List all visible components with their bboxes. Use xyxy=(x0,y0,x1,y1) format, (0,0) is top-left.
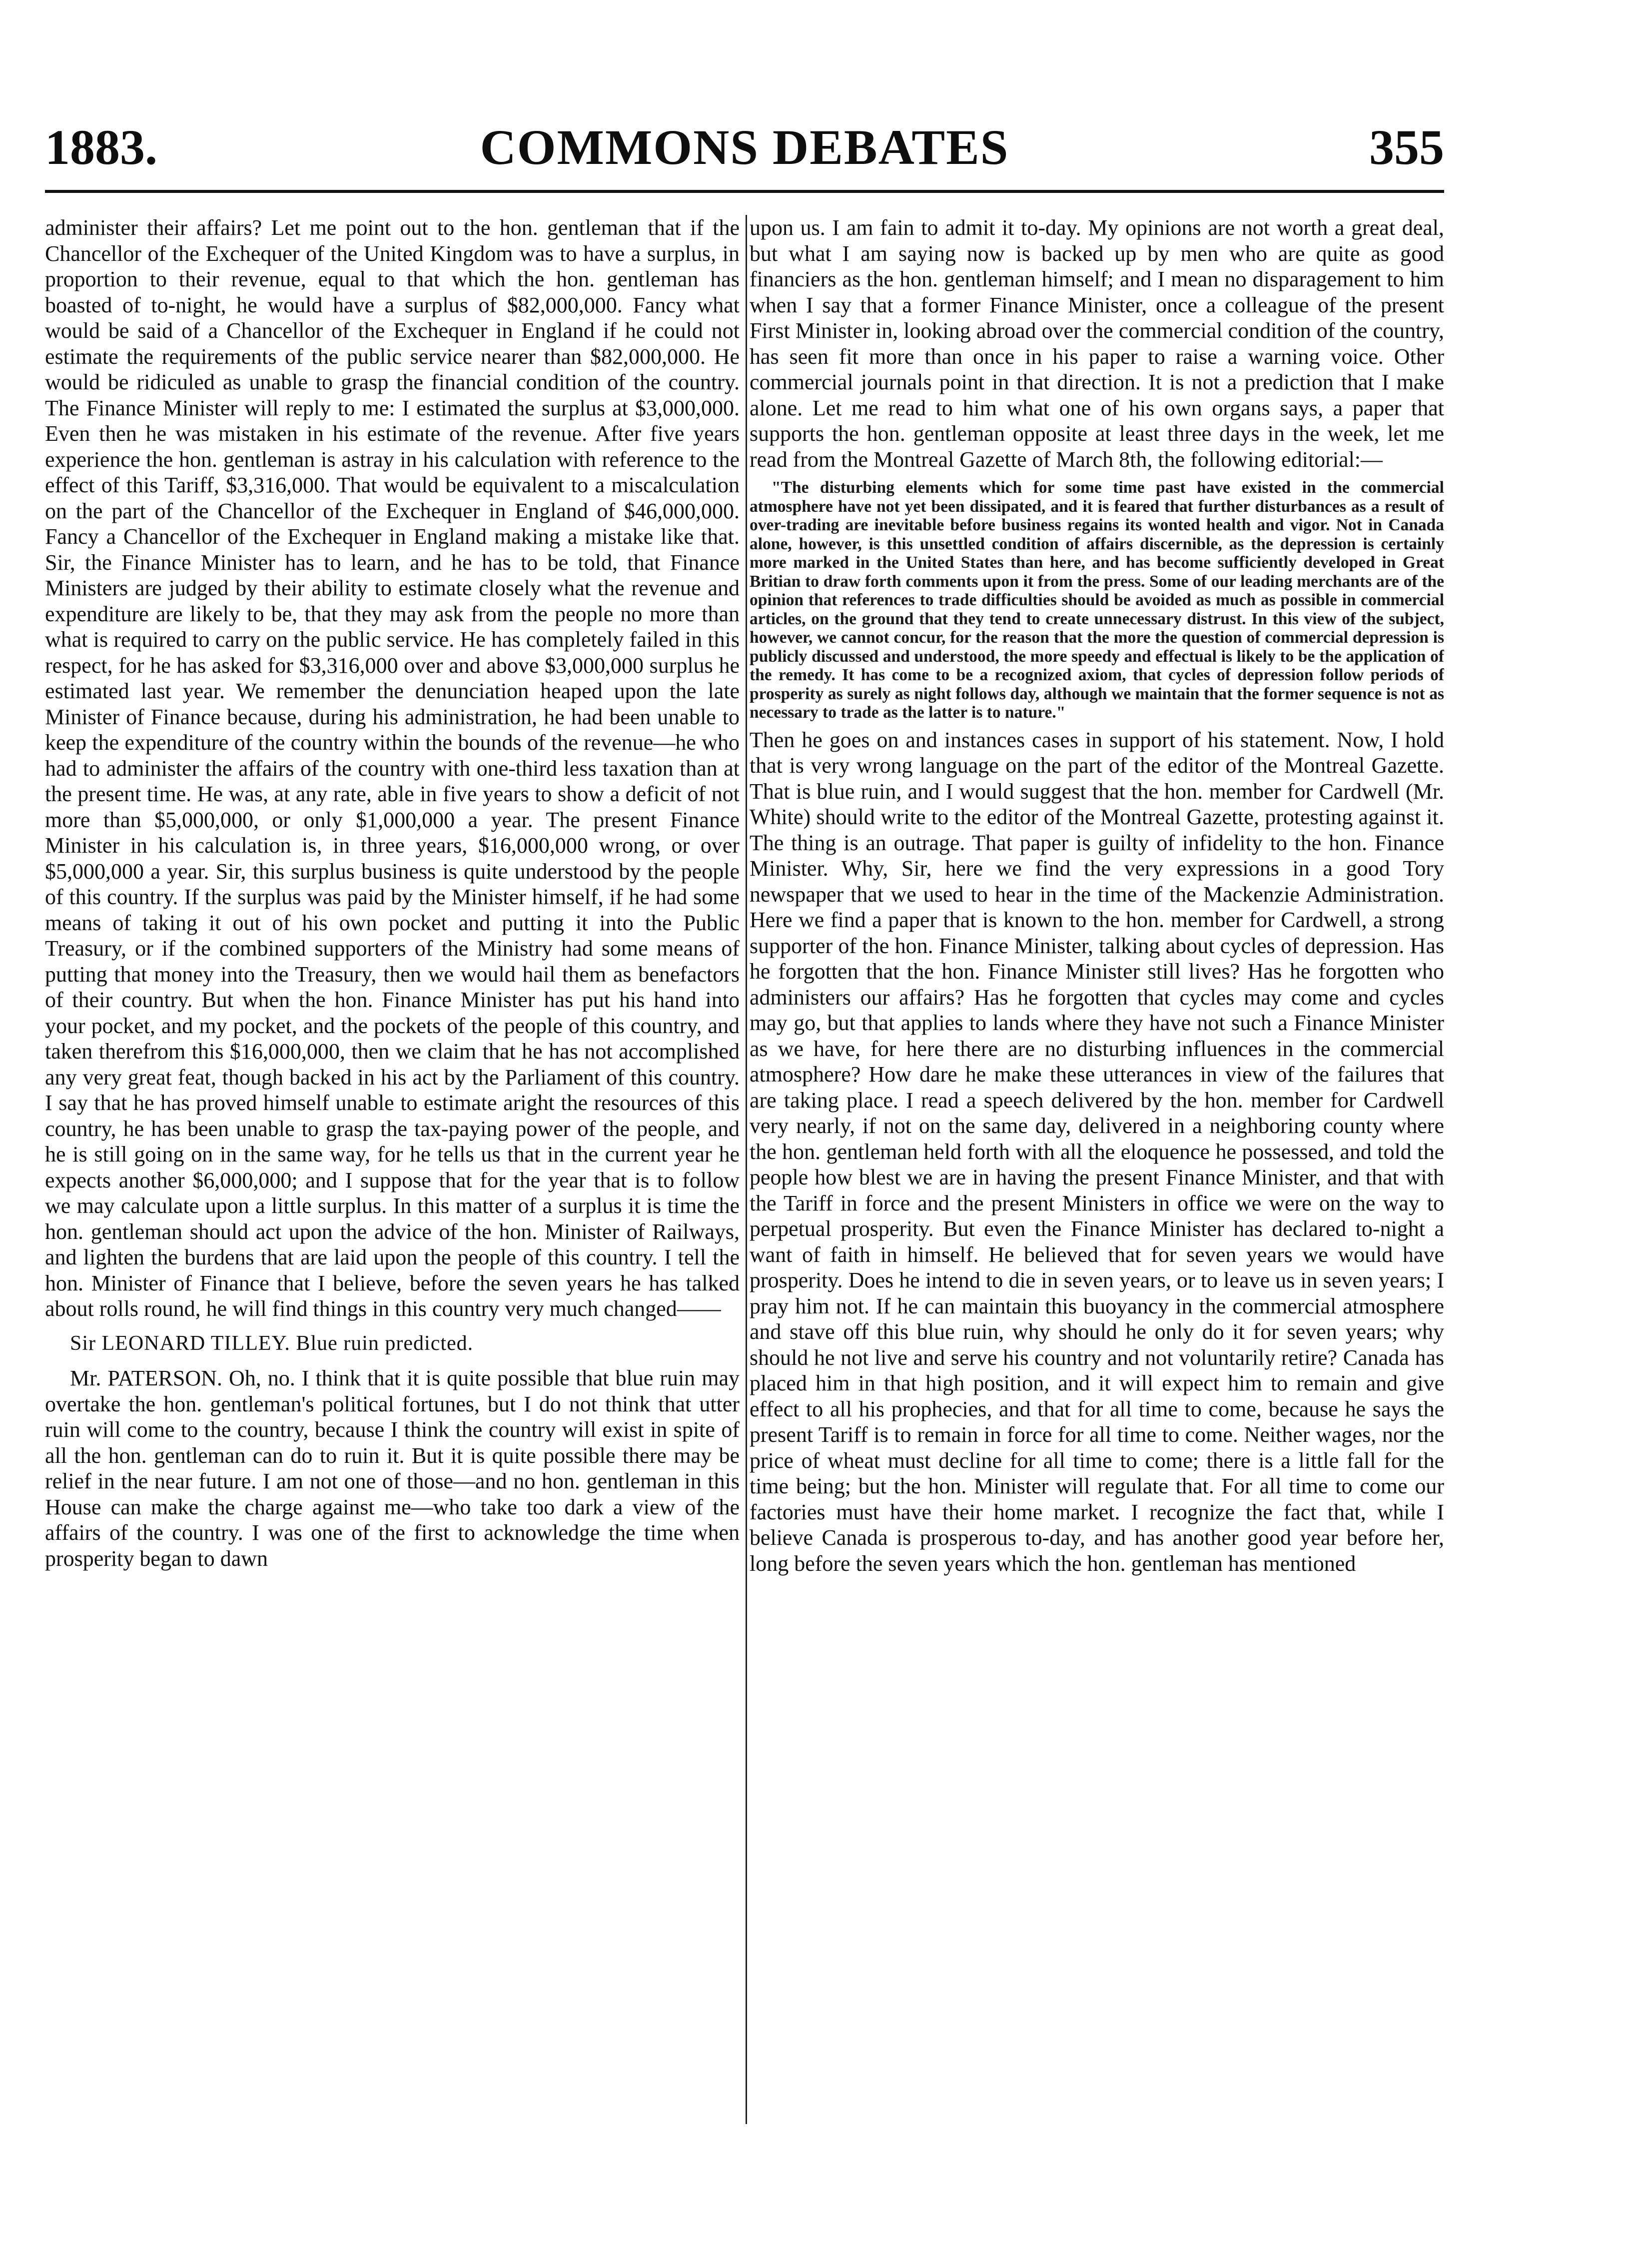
page-header xyxy=(45,115,1444,190)
left-paragraph-1: administer their affairs? Let me point out to the hon. gentleman that if the Chancellor of the Exchequer of the United Kingdom was to have a surplus, in proportion to their revenue, equal to that which the hon. gentleman has boasted of to-night, he would have a surplus of $82,000,000. Fancy what would be said of a Chancellor of the Exchequer in England if he could not estimate the requirements of the public service nearer than $82,000,000. He would be ridiculed as unable to grasp the financial condition of the country. The Finance Minister will reply to me: I estimated the surplus at $3,000,000. Even then he was mistaken in his estimate of the revenue. After five years experience the hon. gentleman is astray in his calculation with reference to the effect of this Tariff, $3,316,000. That would be equivalent to a miscalculation on the part of the Chancellor of the Exchequer in England of $46,000,000. Fancy a Chancellor of the Exchequer in England making a mistake like that. Sir, the Finance Minister has to learn, and he has to be told, that Finance Ministers are judged by their ability to estimate closely what the revenue and expenditure are likely to be, that they may ask from the people no more than what is required to carry on the public service. He has completely failed in this respect, for he has asked for $3,316,000 over and above $3,000,000 surplus he estimated last year. We remember the denunciation heaped upon the late Minister of Finance because, during his administration, he had been unable to keep the expenditure of the country within the bounds of the revenue—he who had to administer the affairs of the country with one-third less taxation than at the present time. He was, at any rate, able in five years to show a deficit of not more than $5,000,000, or only $1,000,000 a year. The present Finance Minister in his calculation is, in three years, $16,000,000 wrong, or over $5,000,000 a year. Sir, this surplus business is quite understood by the people of this country. If the surplus was paid by the Minister himself, if he had some means of taking it out of his own pocket and putting it into the Public Treasury, or if the combined supporters of the Ministry had some means of putting that money into the Treasury, then we would hail them as benefactors of their country. But when the hon. Finance Minister has put his hand into your pocket, and my pocket, and the pockets of the people of this country, and taken therefrom this $16,000,000, then we claim that he has not accomplished any very great feat, though backed in his act by the Parliament of this country. I say that he has proved himself unable to estimate aright the resources of this country, he has been unable to grasp the tax-paying power of the people, and he is still going on in the same way, for he tells us that in the current year he expects another $6,000,000; and I suppose that for the year that is to follow we may calculate upon a little surplus. In this matter of a surplus it is time the hon. gentleman should act upon the advice of the hon. Minister of Railways, and lighten the burdens that are laid upon the people of this country. I tell the hon. Minister of Finance that I believe, before the seven years he has talked about rolls round, he will find things in this country very much changed—— xyxy=(45,215,740,1321)
header-page-number: 355 xyxy=(1369,119,1444,175)
editorial-quote: "The disturbing elements which for some time past have existed in the commercial atmosphere have not yet been dissipated, and it is feared that further disturbances as a result of over-trading are inevitable before business regains its wonted health and vigor. Not in Canada alone, however, is this unsettled condition of affairs discernible, as the depression is certainly more marked in the United States than here, and has become sufficiently developed in Great Britian to draw forth comments upon it from the press. Some of our leading merchants are of the opinion that references to trade difficulties should be avoided as much as possible in commercial articles, on the ground that they tend to create unnecessary distrust. In this view of the subject, however, we cannot concur, for the reason that the more the question of commercial depression is publicly discussed and understood, the more speedy and effectual is likely to be the application of the remedy. It has come to be a recognized axiom, that cycles of depression follow periods of prosperity as surely as night follows day, although we maintain that the former sequence is not as necessary to trade as the latter is to nature." xyxy=(750,478,1444,722)
header-rule xyxy=(45,190,1444,193)
left-column xyxy=(45,215,740,2144)
left-paragraph-3: Mr. PATERSON. Oh, no. I think that it is quite possible that blue ruin may overtake the hon. gentleman's political fortunes, but I do not think that utter ruin will come to the country, because I think the country will exist in spite of all the hon. gentleman can do to ruin it. But it is quite possible there may be relief in the near future. I am not one of those—and no hon. gentleman in this House can make the charge against me—who take too dark a view of the affairs of the country. I was one of the first to acknowledge the time when prosperity began to dawn xyxy=(45,1366,740,1571)
header-title: COMMONS DEBATES xyxy=(480,119,1009,175)
right-column xyxy=(750,215,1444,2144)
right-paragraph-2: Then he goes on and instances cases in support of his statement. Now, I hold that is very wrong language on the part of the editor of the Montreal Gazette. That is blue ruin, and I would suggest that the hon. member for Cardwell (Mr. White) should write to the editor of the Montreal Gazette, protesting against it. The thing is an outrage. That paper is guilty of infidelity to the hon. Finance Minister. Why, Sir, here we find the very expressions in a good Tory newspaper that we used to hear in the time of the Mackenzie Administration. Here we find a paper that is known to the hon. member for Cardwell, a strong supporter of the hon. Finance Minister, talking about cycles of depression. Has he forgotten that the hon. Finance Minister still lives? Has he forgotten who administers our affairs? Has he forgotten that cycles may come and cycles may go, but that applies to lands where they have not such a Finance Minister as we have, for here there are no disturbing influences in the commercial atmosphere? How dare he make these utterances in view of the failures that are taking place. I read a speech delivered by the hon. member for Cardwell very nearly, if not on the same day, delivered in a neighboring county where the hon. gentleman held forth with all the eloquence he possessed, and told the people how blest we are in having the present Finance Minister, and that with the Tariff in force and the present Ministers in office we were on the way to perpetual prosperity. But even the Finance Minister has declared to-night a want of faith in himself. He believed that for seven years we would have prosperity. Does he intend to die in seven years, or to leave us in seven years; I pray him not. If he can maintain this buoyancy in the commercial atmosphere and stave off this blue ruin, why should he only do it for seven years; why should he not live and serve his country and not voluntarily retire? Canada has placed him in that high position, and it will expect him to remain and give effect to all his prophecies, and that for all time to come, because he says the present Tariff is to remain in force for all time to come. Neither wages, nor the price of wheat must decline for all time to come; there is a little fall for the time being; but the hon. Minister will regulate that. For all time to come our factories must have their home market. I recognize the fact that, while I believe Canada is prosperous to-day, and has another good year before her, long before the seven years which the hon. gentleman has mentioned xyxy=(750,727,1444,1576)
right-paragraph-1: upon us. I am fain to admit it to-day. My opinions are not worth a great deal, but what I am saying now is backed up by men who are quite as good financiers as the hon. gentleman himself; and I mean no disparagement to him when I say that a former Finance Minister, once a colleague of the present First Minister in, looking abroad over the commercial condition of the country, has seen fit more than once in his paper to raise a warning voice. Other commercial journals point in that direction. It is not a prediction that I make alone. Let me read to him what one of his own organs says, a paper that supports the hon. gentleman opposite at least three days in the week, let me read from the Montreal Gazette of March 8th, the following editorial:— xyxy=(750,215,1444,472)
left-paragraph-2: Sir LEONARD TILLEY. Blue ruin predicted. xyxy=(70,1331,474,1355)
header-year: 1883. xyxy=(45,119,157,175)
column-divider xyxy=(746,215,747,2124)
